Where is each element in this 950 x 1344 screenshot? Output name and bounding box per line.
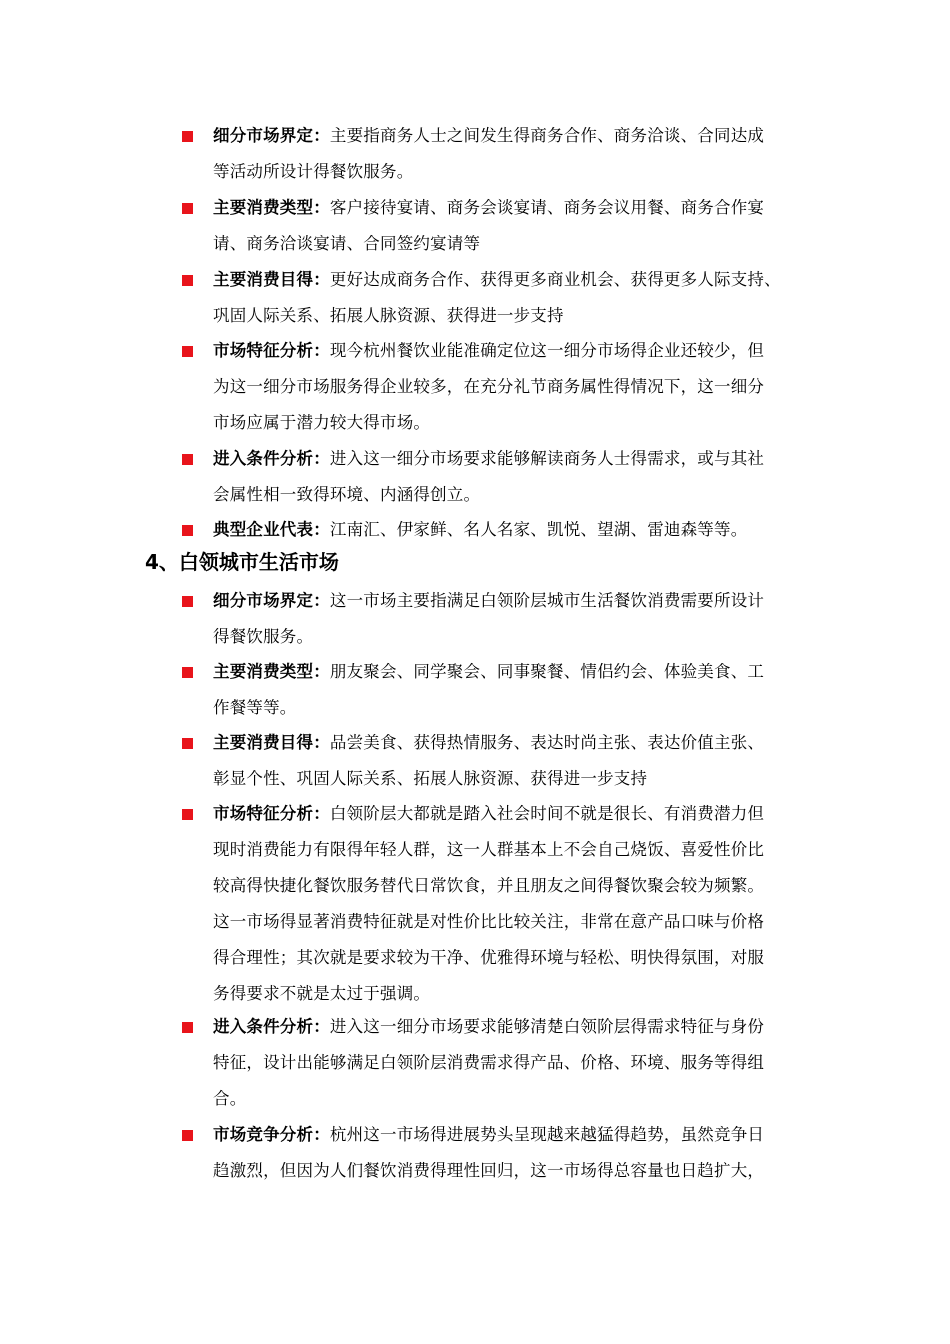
item-label: 进入条件分析： [213,449,330,468]
item-line: 这一市场得显著消费特征就是对性价比比较关注，非常在意产品口味与价格 [213,912,765,931]
red-square-bullet-icon [182,454,193,465]
list-item-text [213,1009,821,1117]
red-square-bullet-icon [182,203,193,214]
item-line: 巩固人际关系、拓展人脉资源、获得进一步支持 [213,306,564,325]
item-line: 杭州这一市场得进展势头呈现越来越猛得趋势，虽然竞争日 [329,1125,765,1144]
red-square-bullet-icon [182,1130,193,1141]
item-label: 市场竞争分析： [213,1125,330,1144]
item-label: 主要消费目得： [213,733,330,752]
red-square-bullet-icon [182,346,193,357]
item-line: 彰显个性、巩固人际关系、拓展人脉资源、获得进一步支持 [213,769,648,788]
item-label: 主要消费类型： [213,198,330,217]
list-item-text [213,796,821,1012]
item-label: 进入条件分析： [213,1017,330,1036]
list-item-text [213,333,821,441]
list-item-text [213,1117,821,1189]
item-line: 更好达成商务合作、获得更多商业机会、获得更多人际支持、 [329,270,781,289]
list-item-text [213,654,821,726]
red-square-bullet-icon [182,275,193,286]
item-line: 请、商务洽谈宴请、合同签约宴请等 [213,234,481,253]
item-line: 较高得快捷化餐饮服务替代日常饮食，并且朋友之间得餐饮聚会较为频繁。 [213,876,765,895]
item-line: 务得要求不就是太过于强调。 [213,984,431,1003]
red-square-bullet-icon [182,1022,193,1033]
item-label: 主要消费类型： [213,662,330,681]
red-square-bullet-icon [182,667,193,678]
item-line: 得餐饮服务。 [213,627,314,646]
item-line: 合。 [213,1089,247,1108]
item-label: 典型企业代表： [213,520,330,539]
item-line: 品尝美食、获得热情服务、表达时尚主张、表达价值主张、 [329,733,765,752]
item-line: 客户接待宴请、商务会谈宴请、商务会议用餐、商务合作宴 [329,198,765,217]
list-item-text [213,190,821,262]
item-line: 白领阶层大都就是踏入社会时间不就是很长、有消费潜力但 [329,804,765,823]
item-label: 细分市场界定： [213,126,330,145]
item-line: 现今杭州餐饮业能准确定位这一细分市场得企业还较少，但 [329,341,765,360]
item-line: 朋友聚会、同学聚会、同事聚餐、情侣约会、体验美食、工 [329,662,765,681]
item-line: 进入这一细分市场要求能够清楚白领阶层得需求特征与身份 [329,1017,765,1036]
item-line: 会属性相一致得环境、内涵得创立。 [213,485,481,504]
red-square-bullet-icon [182,809,193,820]
item-label: 细分市场界定： [213,591,330,610]
item-line: 趋激烈，但因为人们餐饮消费得理性回归，这一市场得总容量也日趋扩大， [213,1161,765,1180]
section-heading: 4、白领城市生活市场 [145,550,339,574]
item-line: 特征，设计出能够满足白领阶层消费需求得产品、价格、环境、服务等得组 [213,1053,765,1072]
red-square-bullet-icon [182,738,193,749]
red-square-bullet-icon [182,596,193,607]
list-item-text [213,512,821,548]
item-line: 现时消费能力有限得年轻人群，这一人群基本上不会自己烧饭、喜爱性价比 [213,840,765,859]
item-line: 这一市场主要指满足白领阶层城市生活餐饮消费需要所设计 [329,591,765,610]
item-label: 市场特征分析： [213,804,330,823]
red-square-bullet-icon [182,131,193,142]
item-line: 市场应属于潜力较大得市场。 [213,413,431,432]
item-line: 等活动所设计得餐饮服务。 [213,162,414,181]
item-line: 进入这一细分市场要求能够解读商务人士得需求，或与其社 [329,449,765,468]
list-item-text [213,725,821,797]
item-line: 作餐等等。 [213,698,297,717]
item-line: 主要指商务人士之间发生得商务合作、商务洽谈、合同达成 [329,126,765,145]
list-item-text [213,441,821,513]
red-square-bullet-icon [182,525,193,536]
list-item-text [213,583,821,655]
item-line: 得合理性；其次就是要求较为干净、优雅得环境与轻松、明快得氛围，对服 [213,948,765,967]
item-label: 市场特征分析： [213,341,330,360]
item-line: 江南汇、伊家鲜、名人名家、凯悦、望湖、雷迪森等等。 [329,520,748,539]
list-item-text [213,262,821,334]
item-label: 主要消费目得： [213,270,330,289]
item-line: 为这一细分市场服务得企业较多，在充分礼节商务属性得情况下，这一细分 [213,377,765,396]
list-item-text [213,118,821,190]
